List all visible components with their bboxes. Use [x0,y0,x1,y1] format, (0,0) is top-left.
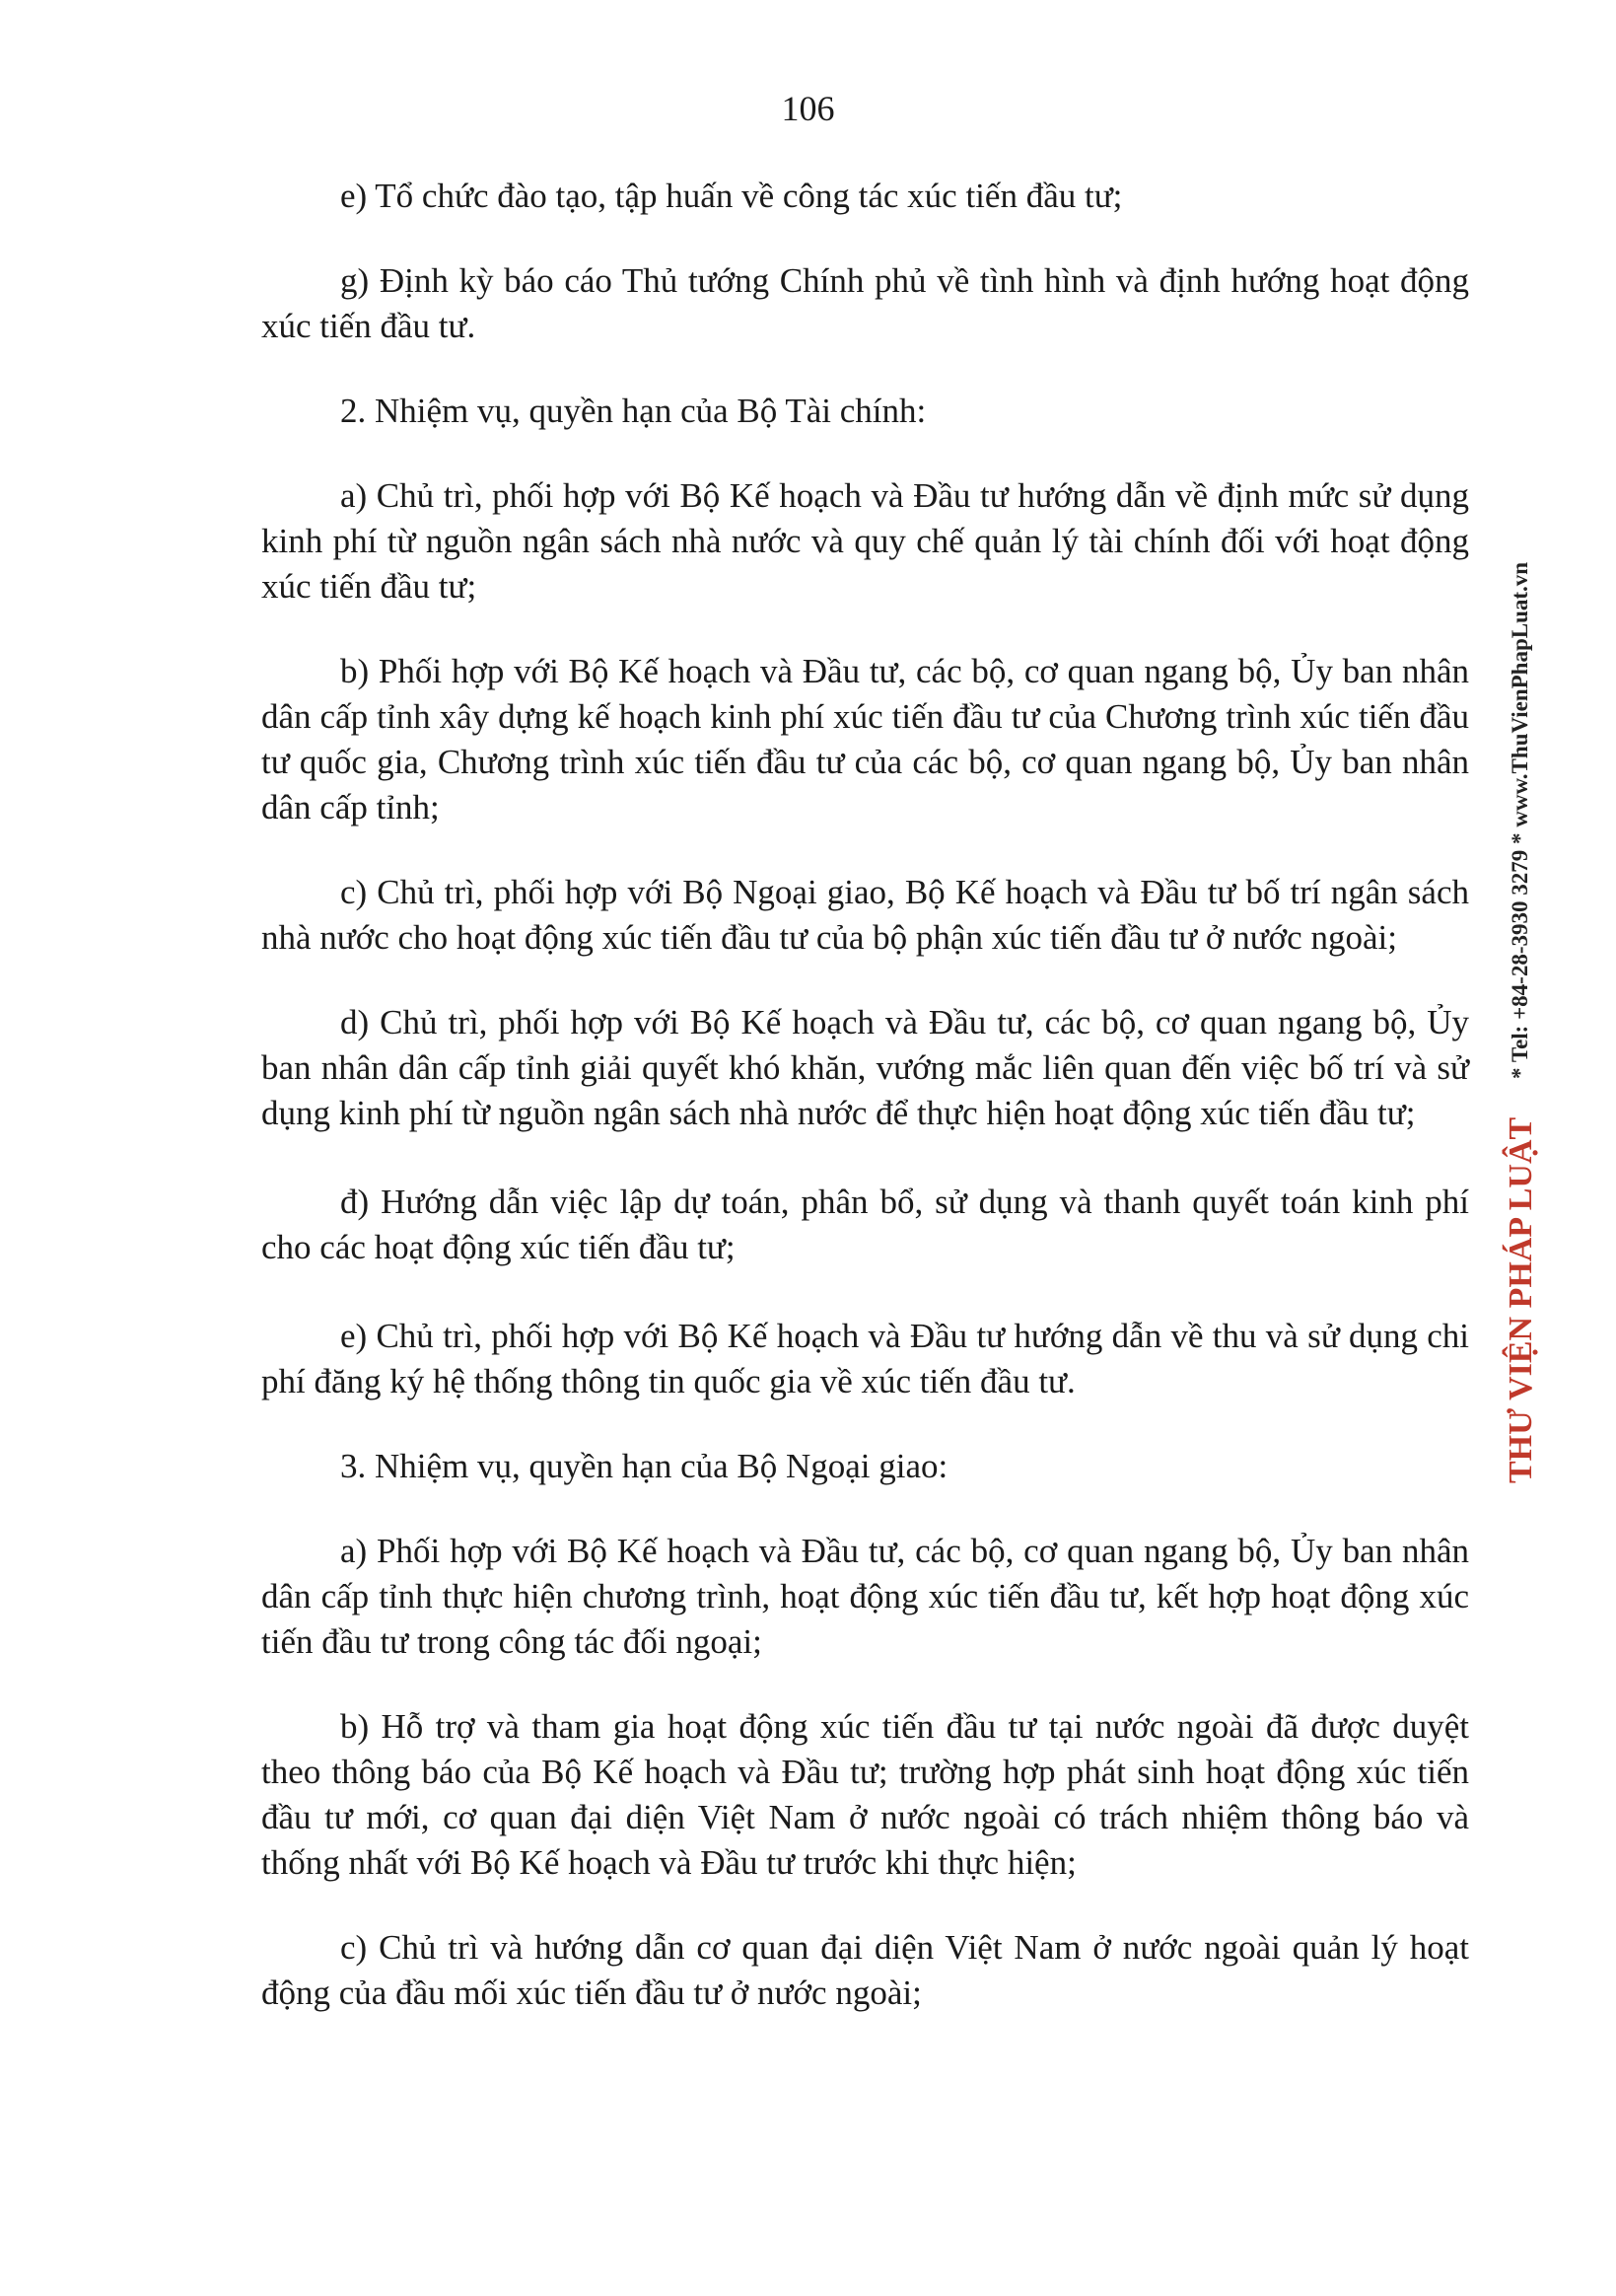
paragraph-1e-training: e) Tổ chức đào tạo, tập huấn về công tác xúc tiến đầu tư; [340,177,1123,215]
paragraph-3a: a) Phối hợp với Bộ Kế hoạch và Đầu tư, các bộ, cơ quan ngang bộ, Ủy ban nhân dân cấp tỉnh thực hiện chương trình, hoạt động xúc tiến đầu tư, kết hợp hoạt động xúc tiến đầu tư trong công tác đối ngoại; [261,1532,1469,1661]
paragraph-2b: b) Phối hợp với Bộ Kế hoạch và Đầu tư, các bộ, cơ quan ngang bộ, Ủy ban nhân dân cấp tỉnh xây dựng kế hoạch kinh phí xúc tiến đầu tư của Chương trình xúc tiến đầu tư quốc gia, Chương trình xúc tiến đầu tư của các bộ, cơ quan ngang bộ, Ủy ban nhân dân cấp tỉnh; [261,652,1469,826]
paragraph-2d: d) Chủ trì, phối hợp với Bộ Kế hoạch và Đầu tư, các bộ, cơ quan ngang bộ, Ủy ban nhân dân cấp tỉnh giải quyết khó khăn, vướng mắc liên quan đến việc bố trí và sử dụng kinh phí từ nguồn ngân sách nhà nước để thực hiện hoạt động xúc tiến đầu tư; [261,1003,1469,1132]
section-2-heading: 2. Nhiệm vụ, quyền hạn của Bộ Tài chính: [340,392,927,430]
paragraph-3c: c) Chủ trì và hướng dẫn cơ quan đại diện Việt Nam ở nước ngoài quản lý hoạt động của đầu mối xúc tiến đầu tư ở nước ngoài; [261,1928,1469,2012]
page-number: 106 [781,89,835,128]
paragraph-2c: c) Chủ trì, phối hợp với Bộ Ngoại giao, Bộ Kế hoạch và Đầu tư bố trí ngân sách nhà nước cho hoạt động xúc tiến đầu tư của bộ phận xúc tiến đầu tư ở nước ngoài; [261,873,1469,957]
side-watermark [1488,527,1565,1483]
paragraph-3b: b) Hỗ trợ và tham gia hoạt động xúc tiến đầu tư tại nước ngoài đã được duyệt theo thông báo của Bộ Kế hoạch và Đầu tư; trường hợp phát sinh hoạt động xúc tiến đầu tư mới, cơ quan đại diện Việt Nam ở nước ngoài có trách nhiệm thông báo và thống nhất với Bộ Kế hoạch và Đầu tư trước khi thực hiện; [261,1707,1469,1882]
watermark-brand-text: THƯ VIỆN PHÁP LUẬT [1503,1116,1539,1483]
watermark-graphic [1488,527,1565,1483]
paragraph-1g-periodic-report: g) Định kỳ báo cáo Thủ tướng Chính phủ về tình hình và định hướng hoạt động xúc tiến đầu tư. [261,261,1469,345]
watermark-contact-text: * Tel: +84-28-3930 3279 * www.ThuVienPhapLuat.vn [1508,561,1532,1079]
paragraph-2e: e) Chủ trì, phối hợp với Bộ Kế hoạch và Đầu tư hướng dẫn về thu và sử dụng chi phí đăng ký hệ thống thông tin quốc gia về xúc tiến đầu tư. [261,1317,1469,1400]
section-3-heading: 3. Nhiệm vụ, quyền hạn của Bộ Ngoại giao: [340,1447,949,1485]
document-body [261,174,1469,2055]
paragraph-2a: a) Chủ trì, phối hợp với Bộ Kế hoạch và Đầu tư hướng dẫn về định mức sử dụng kinh phí từ nguồn ngân sách nhà nước và quy chế quản lý tài chính đối với hoạt động xúc tiến đầu tư; [261,476,1469,606]
paragraph-2dd: đ) Hướng dẫn việc lập dự toán, phân bổ, sử dụng và thanh quyết toán kinh phí cho các hoạt động xúc tiến đầu tư; [261,1183,1469,1266]
